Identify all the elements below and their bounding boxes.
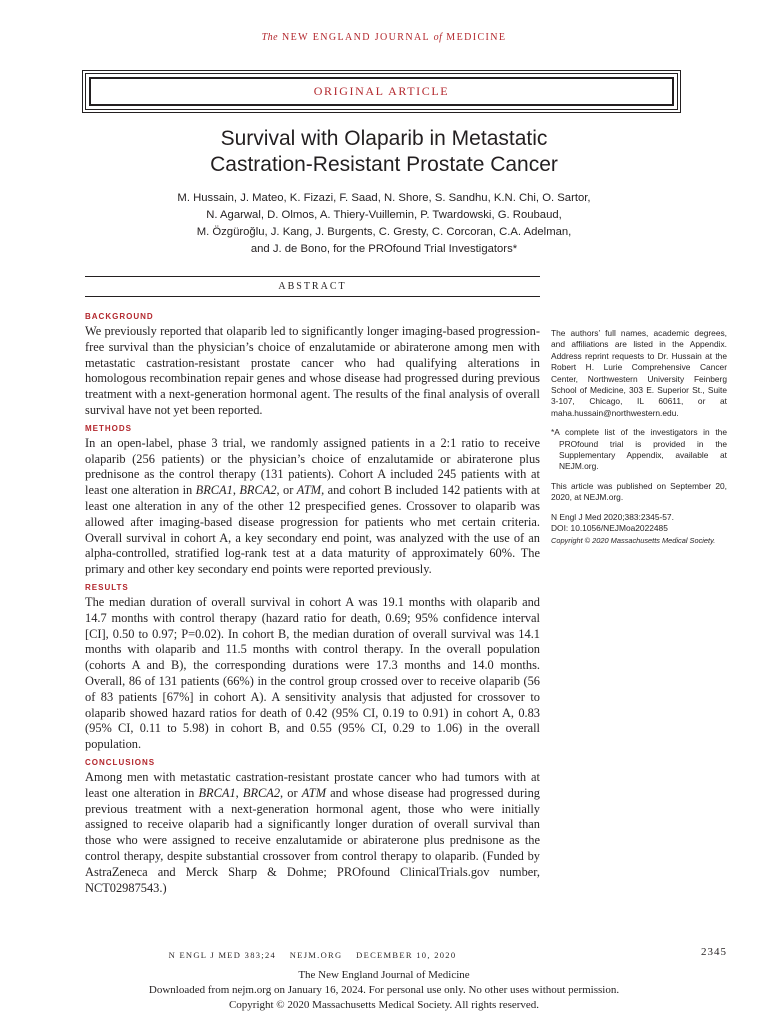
page-number: 2345	[701, 946, 727, 958]
journal-header-of: of	[433, 32, 443, 43]
section-text-results: The median duration of overall survival in cohort A was 19.1 months with olaparib and 14.7 months with control therapy (hazard ratio for death, 0.69; 95% confidence interval [CI], 0.50 to 0.97; P=0.02). In cohort B, the median duration of overall survival was 14.1 months with olaparib and 11.5 months with control therapy. In the overall population (cohorts A and B), the corresponding durations were 17.3 months and 14.0 months. Overall, 86 of 131 patients (66%) in the control group crossed over to receive olaparib (56 of 83 patients [67%] in cohort A). A sensitivity analysis that adjusted for crossover to olaparib showed hazard ratios for death of 0.42 (95% CI, 0.19 to 0.91) in cohort A, 0.83 (95% CI, 0.11 to 5.98) in cohort B, and 0.55 (95% CI, 0.29 to 1.06) in the overall population.	[85, 594, 540, 752]
article-title	[60, 126, 708, 178]
journal-header-name: NEW ENGLAND JOURNAL	[282, 32, 430, 43]
download-line: The New England Journal of Medicine	[298, 969, 470, 981]
running-footer-text: N ENGL J MED 383;24 NEJM.ORG DECEMBER 10, 2020	[168, 950, 457, 960]
abstract-heading: ABSTRACT	[85, 276, 540, 297]
author-list	[70, 190, 698, 258]
author-line: M. Özgüroğlu, J. Kang, J. Burgents, C. Gresty, C. Corcoran, C.A. Adelman,	[196, 226, 572, 238]
section-text-conclusions: Among men with metastatic castration-resistant prostate cancer who had tumors with at least one alteration in BRCA1, BRCA2, or ATM and whose disease had progressed during previous treatment with a next-generation hormonal agent, those who were initially assigned to receive olaparib had a significantly longer duration of overall survival than those who were assigned to receive enzalutamide or abiraterone plus prednisone as the control therapy, despite substantial crossover from control therapy to olaparib. (Funded by AstraZeneca and Merck Sharp & Dohme; PROfound ClinicalTrials.gov number, NCT02987543.)	[85, 769, 540, 895]
article-type-box	[85, 73, 678, 110]
journal-header	[0, 32, 768, 43]
section-heading-results: RESULTS	[85, 582, 129, 592]
sidebar-notes	[551, 328, 727, 546]
author-line: and J. de Bono, for the PROfound Trial Investigators*	[250, 243, 518, 255]
doi: DOI: 10.1056/NEJMoa2022485	[551, 523, 668, 534]
publication-note: This article was published on September 20, 2020, at NEJM.org.	[551, 480, 727, 503]
title-line-1: Survival with Olaparib in Metastatic	[220, 127, 548, 150]
section-heading-methods: METHODS	[85, 423, 132, 433]
download-notice	[0, 968, 768, 1013]
title-line-2: Castration-Resistant Prostate Cancer	[210, 153, 558, 176]
journal-header-the: The	[261, 32, 279, 43]
download-line: Copyright © 2020 Massachusetts Medical Society. All rights reserved.	[228, 999, 540, 1011]
author-line: M. Hussain, J. Mateo, K. Fizazi, F. Saad, N. Shore, S. Sandhu, K.N. Chi, O. Sartor,	[177, 192, 591, 204]
article-type-label: ORIGINAL ARTICLE	[313, 84, 450, 98]
affiliations-note: The authors’ full names, academic degrees, and affiliations are listed in the Appendix. Address reprint requests to Dr. Hussain at the Robert H. Lurie Comprehensive Cancer Center, Northwestern University Feinberg School of Medicine, 303 E. Superior St., Suite 3-107, Chicago, IL 60611, or at maha.hussain@northwestern.edu.	[551, 328, 727, 418]
section-text-background: We previously reported that olaparib led to significantly longer imaging-based progression-free survival than the physician’s choice of enzalutamide or abiraterone among men with metastatic castration-resistant prostate cancer who had qualifying alterations in homologous recombination repair genes and whose disease had progressed during previous treatment with a next-generation hormonal agent. The results of the final analysis of overall survival have not yet been reported.	[85, 324, 540, 417]
section-text-methods: In an open-label, phase 3 trial, we randomly assigned patients in a 2:1 ratio to receive olaparib (256 patients) or the physician’s choice of enzalutamide or abiraterone plus prednisone as the control therapy (131 patients). Cohort A included 245 patients with at least one alteration in BRCA1, BRCA2, or ATM, and cohort B included 142 patients with at least one alteration in any of the other 12 prespecified genes. Crossover to olaparib was allowed after imaging-based disease progression for patients who met certain criteria. Overall survival in cohort A, a key secondary end point, was analyzed with the use of an alpha-controlled, stratified log-rank test at a data maturity of approximately 60%. The primary and other key secondary end points were reported previously.	[85, 435, 540, 577]
copyright-note: Copyright © 2020 Massachusetts Medical Society.	[551, 535, 716, 545]
download-line: Downloaded from nejm.org on January 16, 2024. For personal use only. No other uses without permission.	[148, 984, 620, 996]
author-line: N. Agarwal, D. Olmos, A. Thiery-Vuillemin, P. Twardowski, G. Roubaud,	[206, 209, 562, 221]
abstract-body	[85, 311, 540, 900]
journal-header-medicine: MEDICINE	[446, 32, 507, 43]
investigators-footnote: *A complete list of the investigators in the PROfound trial is provided in the Supplementary Appendix, available at NEJM.org.	[551, 427, 727, 472]
section-heading-conclusions: CONCLUSIONS	[85, 757, 156, 767]
citation: N Engl J Med 2020;383:2345-57.	[551, 511, 674, 522]
section-heading-background: BACKGROUND	[85, 312, 154, 321]
